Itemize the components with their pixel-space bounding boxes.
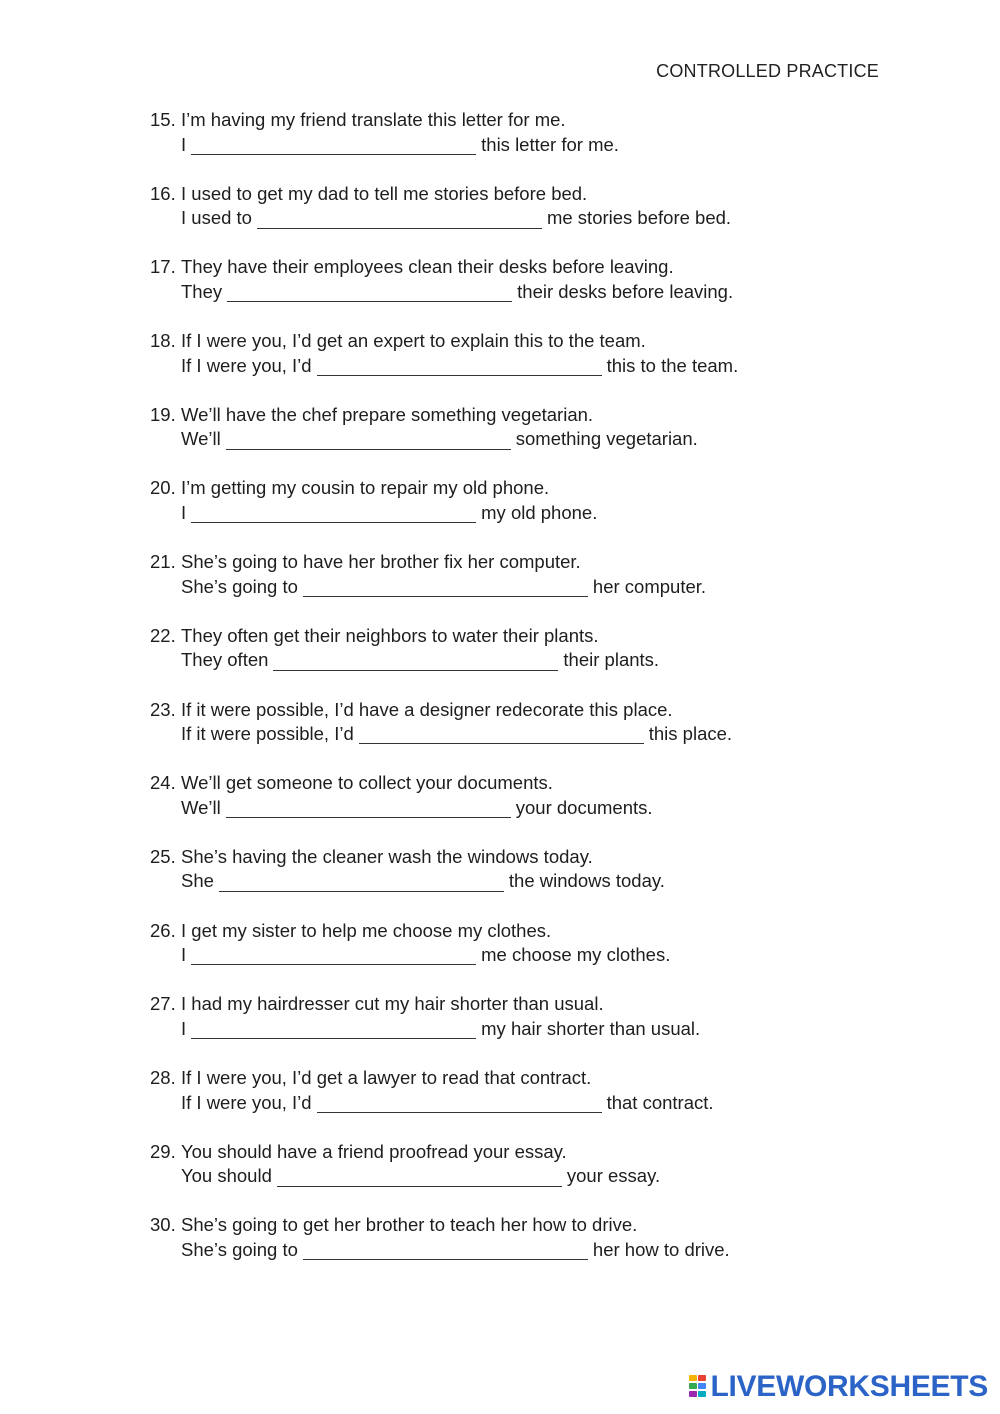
exercise-item xyxy=(150,919,910,993)
exercise-item xyxy=(150,1140,910,1214)
answer-end-text: my hair shorter than usual. xyxy=(481,1017,701,1039)
answer-start-text: She’s going to xyxy=(181,1238,298,1260)
exercise-list xyxy=(150,108,910,1287)
answer-blank-input[interactable] xyxy=(273,652,558,671)
answer-blank-input[interactable] xyxy=(277,1168,562,1187)
answer-end-text: my old phone. xyxy=(481,502,598,524)
exercise-answer-line xyxy=(150,1164,910,1189)
answer-blank-input[interactable] xyxy=(219,873,504,892)
prompt-text: I used to get my dad to tell me stories before bed. xyxy=(181,182,588,204)
prompt-text: I get my sister to help me choose my clothes. xyxy=(181,919,552,941)
exercise-prompt xyxy=(150,1066,910,1091)
answer-end-text: that contract. xyxy=(606,1091,714,1113)
answer-start-text: If it were possible, I’d xyxy=(181,723,354,745)
answer-blank-input[interactable] xyxy=(303,578,588,597)
prompt-text: I’m getting my cousin to repair my old phone. xyxy=(181,477,550,499)
prompt-text: She’s having the cleaner wash the windows today. xyxy=(181,845,593,867)
prompt-text: We’ll have the chef prepare something vegetarian. xyxy=(181,403,594,425)
exercise-item xyxy=(150,624,910,698)
exercise-number: 30. xyxy=(150,1214,176,1236)
exercise-item xyxy=(150,1213,910,1287)
exercise-answer-line xyxy=(150,648,910,673)
prompt-text: If it were possible, I’d have a designer redecorate this place. xyxy=(181,698,673,720)
exercise-number: 21. xyxy=(150,551,176,573)
exercise-answer-line xyxy=(150,354,910,379)
exercise-number: 19. xyxy=(150,403,176,425)
exercise-item xyxy=(150,255,910,329)
prompt-text: If I were you, I’d get an expert to explain this to the team. xyxy=(181,330,646,352)
exercise-answer-line xyxy=(150,280,910,305)
exercise-item xyxy=(150,992,910,1066)
exercise-answer-line xyxy=(150,427,910,452)
answer-end-text: their plants. xyxy=(563,649,660,671)
page-title: CONTROLLED PRACTICE xyxy=(656,61,879,81)
exercise-number: 27. xyxy=(150,993,176,1015)
answer-blank-input[interactable] xyxy=(191,504,476,523)
exercise-answer-line xyxy=(150,722,910,747)
exercise-item xyxy=(150,550,910,624)
exercise-number: 18. xyxy=(150,330,176,352)
exercise-item xyxy=(150,403,910,477)
answer-blank-input[interactable] xyxy=(191,136,476,155)
exercise-item xyxy=(150,698,910,772)
exercise-item xyxy=(150,182,910,256)
answer-blank-input[interactable] xyxy=(191,1020,476,1039)
prompt-text: They often get their neighbors to water their plants. xyxy=(181,624,599,646)
exercise-number: 23. xyxy=(150,698,176,720)
answer-start-text: I xyxy=(181,1017,187,1039)
answer-start-text: They xyxy=(181,280,223,302)
answer-start-text: We’ll xyxy=(181,796,221,818)
exercise-item xyxy=(150,771,910,845)
exercise-answer-line xyxy=(150,575,910,600)
exercise-number: 17. xyxy=(150,256,176,278)
exercise-prompt xyxy=(150,255,910,280)
exercise-item xyxy=(150,476,910,550)
exercise-item xyxy=(150,329,910,403)
prompt-text: They have their employees clean their desks before leaving. xyxy=(181,256,674,278)
exercise-number: 24. xyxy=(150,772,176,794)
answer-start-text: If I were you, I’d xyxy=(181,354,312,376)
exercise-prompt xyxy=(150,182,910,207)
answer-blank-input[interactable] xyxy=(257,210,542,229)
exercise-prompt xyxy=(150,403,910,428)
exercise-prompt xyxy=(150,919,910,944)
exercise-number: 20. xyxy=(150,477,176,499)
exercise-prompt xyxy=(150,698,910,723)
answer-end-text: the windows today. xyxy=(508,870,665,892)
prompt-text: She’s going to have her brother fix her computer. xyxy=(181,551,581,573)
answer-end-text: this place. xyxy=(648,723,733,745)
answer-start-text: We’ll xyxy=(181,428,221,450)
exercise-prompt xyxy=(150,476,910,501)
answer-blank-input[interactable] xyxy=(226,799,511,818)
answer-blank-input[interactable] xyxy=(227,283,512,302)
liveworksheets-logo xyxy=(689,1370,989,1404)
answer-blank-input[interactable] xyxy=(359,725,644,744)
exercise-prompt xyxy=(150,992,910,1017)
answer-end-text: their desks before leaving. xyxy=(517,280,734,302)
answer-start-text: You should xyxy=(181,1165,272,1187)
prompt-text: She’s going to get her brother to teach her how to drive. xyxy=(181,1214,638,1236)
exercise-answer-line xyxy=(150,1238,910,1263)
answer-end-text: me stories before bed. xyxy=(546,207,732,229)
answer-end-text: something vegetarian. xyxy=(515,428,698,450)
answer-start-text: I used to xyxy=(181,207,252,229)
exercise-prompt xyxy=(150,1213,910,1238)
prompt-text: I had my hairdresser cut my hair shorter than usual. xyxy=(181,993,604,1015)
exercise-answer-line xyxy=(150,1017,910,1042)
exercise-number: 26. xyxy=(150,919,176,941)
answer-start-text: She’s going to xyxy=(181,575,298,597)
exercise-number: 28. xyxy=(150,1066,176,1088)
exercise-answer-line xyxy=(150,796,910,821)
exercise-number: 25. xyxy=(150,845,176,867)
exercise-prompt xyxy=(150,329,910,354)
answer-end-text: this letter for me. xyxy=(481,133,619,155)
exercise-answer-line xyxy=(150,943,910,968)
answer-start-text: She xyxy=(181,870,214,892)
exercise-number: 22. xyxy=(150,624,176,646)
answer-blank-input[interactable] xyxy=(303,1241,588,1260)
answer-end-text: her how to drive. xyxy=(592,1238,730,1260)
answer-blank-input[interactable] xyxy=(317,357,602,376)
answer-start-text: I xyxy=(181,944,187,966)
prompt-text: You should have a friend proofread your essay. xyxy=(181,1140,567,1162)
answer-end-text: her computer. xyxy=(592,575,707,597)
answer-end-text: your essay. xyxy=(566,1165,661,1187)
exercise-number: 15. xyxy=(150,109,176,130)
answer-start-text: They often xyxy=(181,649,269,671)
liveworksheets-logo-icon xyxy=(689,1375,707,1399)
answer-blank-input[interactable] xyxy=(191,946,476,965)
answer-end-text: me choose my clothes. xyxy=(481,944,671,966)
exercise-item xyxy=(150,1066,910,1140)
liveworksheets-logo-text: LIVEWORKSHEETS xyxy=(710,1370,988,1403)
exercise-answer-line xyxy=(150,501,910,526)
exercise-number: 16. xyxy=(150,182,176,204)
answer-blank-input[interactable] xyxy=(226,431,511,450)
prompt-text: If I were you, I’d get a lawyer to read that contract. xyxy=(181,1066,592,1088)
prompt-text: We’ll get someone to collect your documents. xyxy=(181,772,553,794)
exercise-prompt xyxy=(150,771,910,796)
exercise-item xyxy=(150,845,910,919)
exercise-prompt xyxy=(150,550,910,575)
exercise-prompt xyxy=(150,624,910,649)
exercise-item xyxy=(150,108,910,182)
answer-start-text: I xyxy=(181,502,187,524)
answer-start-text: I xyxy=(181,133,187,155)
exercise-answer-line xyxy=(150,869,910,894)
exercise-prompt xyxy=(150,845,910,870)
exercise-answer-line xyxy=(150,1091,910,1116)
prompt-text: I’m having my friend translate this letter for me. xyxy=(181,109,566,130)
exercise-answer-line xyxy=(150,206,910,231)
exercise-number: 29. xyxy=(150,1140,176,1162)
exercise-prompt xyxy=(150,1140,910,1165)
answer-start-text: If I were you, I’d xyxy=(181,1091,312,1113)
answer-blank-input[interactable] xyxy=(317,1094,602,1113)
answer-end-text: your documents. xyxy=(515,796,653,818)
exercise-prompt xyxy=(150,108,910,133)
exercise-answer-line xyxy=(150,133,910,158)
answer-end-text: this to the team. xyxy=(606,354,739,376)
